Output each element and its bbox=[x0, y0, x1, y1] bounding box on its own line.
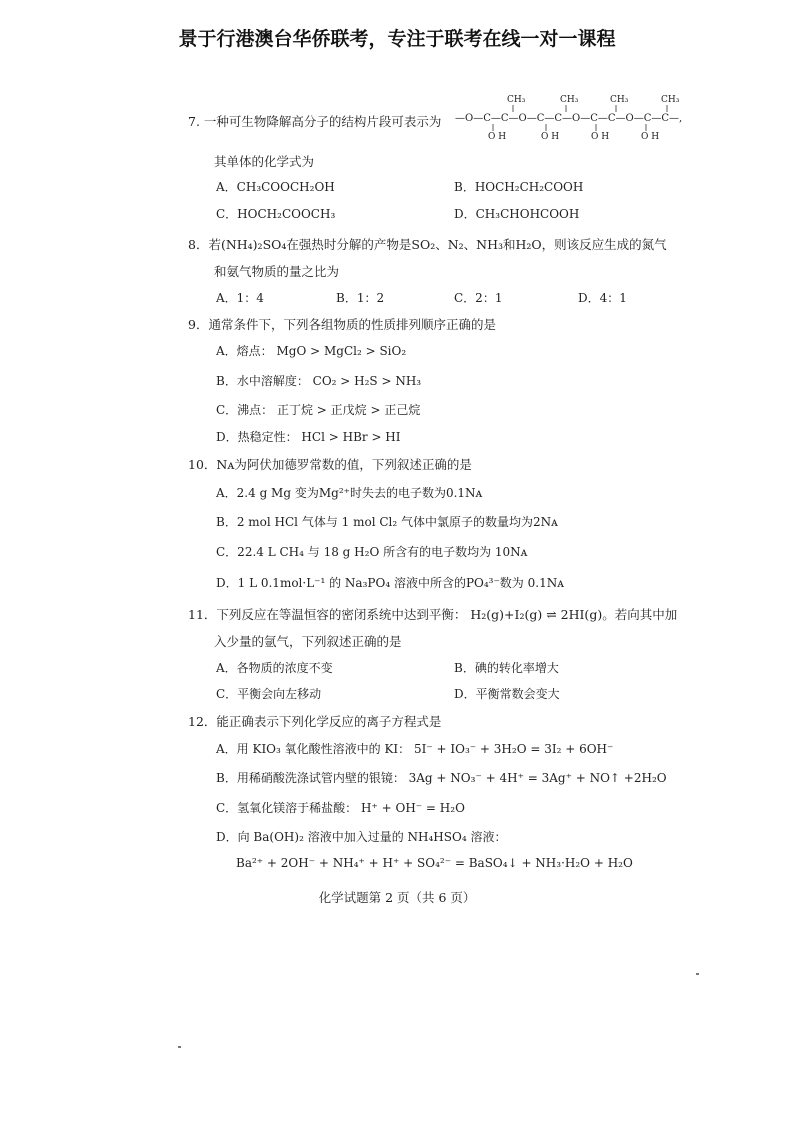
formula-chain: —O—C—C—O—C—C—O—C—C—O—C—C—, bbox=[455, 113, 683, 124]
q8-stem-2: 和氨气物质的量之比为 bbox=[214, 264, 340, 279]
q10-stem: 10．Nᴀ为阿伏加德罗常数的值，下列叙述正确的是 bbox=[188, 457, 472, 472]
formula-top-2: CH₃ bbox=[560, 95, 579, 105]
q12-option-c: C．氢氧化镁溶于稀盐酸： H⁺ + OH⁻ = H₂O bbox=[216, 801, 465, 815]
q11-stem: 11．下列反应在等温恒容的密闭系统中达到平衡： H₂(g)+I₂(g) ⇌ 2HI(g)。若向其中加 bbox=[188, 607, 678, 622]
q9-option-c: C．沸点： 正丁烷 > 正戊烷 > 正己烷 bbox=[216, 403, 421, 417]
q11-option-d: D．平衡常数会变大 bbox=[454, 687, 560, 701]
q11-option-b: B．碘的转化率增大 bbox=[454, 661, 559, 675]
formula-top-4: CH₃ bbox=[661, 95, 680, 105]
q8-option-c: C．2：1 bbox=[454, 291, 503, 305]
formula-top-3: CH₃ bbox=[610, 95, 629, 105]
q7-structural-formula bbox=[455, 94, 695, 144]
formula-bottom-1: O H bbox=[488, 132, 507, 142]
q8-option-b: B．1：2 bbox=[336, 291, 385, 305]
q8-option-a: A．1：4 bbox=[216, 291, 264, 305]
q12-option-b: B．用稀硝酸洗涤试管内壁的银镜： 3Ag + NO₃⁻ + 4H⁺ = 3Ag⁺ + NO↑ +2H₂O bbox=[216, 771, 667, 785]
q7-option-a: A．CH₃COOCH₂OH bbox=[216, 180, 335, 194]
q7-option-d: D．CH₃CHOHCOOH bbox=[454, 207, 580, 221]
q8-option-d: D．4：1 bbox=[578, 291, 627, 305]
formula-bottom-4: O H bbox=[641, 132, 660, 142]
q9-stem: 9．通常条件下，下列各组物质的性质排列顺序正确的是 bbox=[188, 317, 496, 332]
scan-speck bbox=[696, 973, 699, 975]
q10-option-a: A．2.4 g Mg 变为Mg²⁺时失去的电子数为0.1Nᴀ bbox=[216, 486, 483, 500]
q12-option-a: A．用 KIO₃ 氧化酸性溶液中的 KI： 5I⁻ + IO₃⁻ + 3H₂O = 3I₂ + 6OH⁻ bbox=[216, 742, 614, 756]
q9-option-b: B．水中溶解度： CO₂ > H₂S > NH₃ bbox=[216, 374, 422, 388]
formula-top-1: CH₃ bbox=[507, 95, 526, 105]
q9-option-d: D．热稳定性： HCl > HBr > HI bbox=[216, 430, 401, 444]
q11-option-a: A．各物质的浓度不变 bbox=[216, 661, 333, 675]
formula-bottom-3: O H bbox=[591, 132, 610, 142]
q11-stem-2: 入少量的氩气，下列叙述正确的是 bbox=[214, 634, 402, 649]
q11-option-c: C．平衡会向左移动 bbox=[216, 687, 322, 701]
scan-speck bbox=[178, 1046, 181, 1048]
q7-stem-2: 其单体的化学式为 bbox=[214, 154, 315, 169]
q7-option-b: B．HOCH₂CH₂COOH bbox=[454, 180, 584, 194]
q12-stem: 12．能正确表示下列化学反应的离子方程式是 bbox=[188, 714, 442, 729]
q10-option-c: C．22.4 L CH₄ 与 18 g H₂O 所含有的电子数均为 10Nᴀ bbox=[216, 545, 528, 559]
q9-option-a: A．熔点： MgO > MgCl₂ > SiO₂ bbox=[216, 344, 407, 358]
q10-option-b: B．2 mol HCl 气体与 1 mol Cl₂ 气体中氯原子的数量均为2Nᴀ bbox=[216, 515, 558, 529]
q8-stem: 8．若(NH₄)₂SO₄在强热时分解的产物是SO₂、N₂、NH₃和H₂O，则该反应生成的氮气 bbox=[188, 237, 667, 252]
page-header: 景于行港澳台华侨联考，专注于联考在线一对一课程 bbox=[178, 28, 616, 50]
q12-option-d: D．向 Ba(OH)₂ 溶液中加入过量的 NH₄HSO₄ 溶液： bbox=[216, 830, 507, 844]
formula-bottom-2: O H bbox=[541, 132, 560, 142]
q7-option-c: C．HOCH₂COOCH₃ bbox=[216, 207, 336, 221]
page-footer: 化学试题第 2 页（共 6 页） bbox=[318, 890, 476, 905]
q7-stem: 7. 一种可生物降解高分子的结构片段可表示为 bbox=[188, 114, 442, 129]
q12-option-d-equation: Ba²⁺ + 2OH⁻ + NH₄⁺ + H⁺ + SO₄²⁻ = BaSO₄↓ + NH₃·H₂O + H₂O bbox=[236, 856, 633, 870]
q10-option-d: D．1 L 0.1mol·L⁻¹ 的 Na₃PO₄ 溶液中所含的PO₄³⁻数为 0.1Nᴀ bbox=[216, 576, 564, 590]
